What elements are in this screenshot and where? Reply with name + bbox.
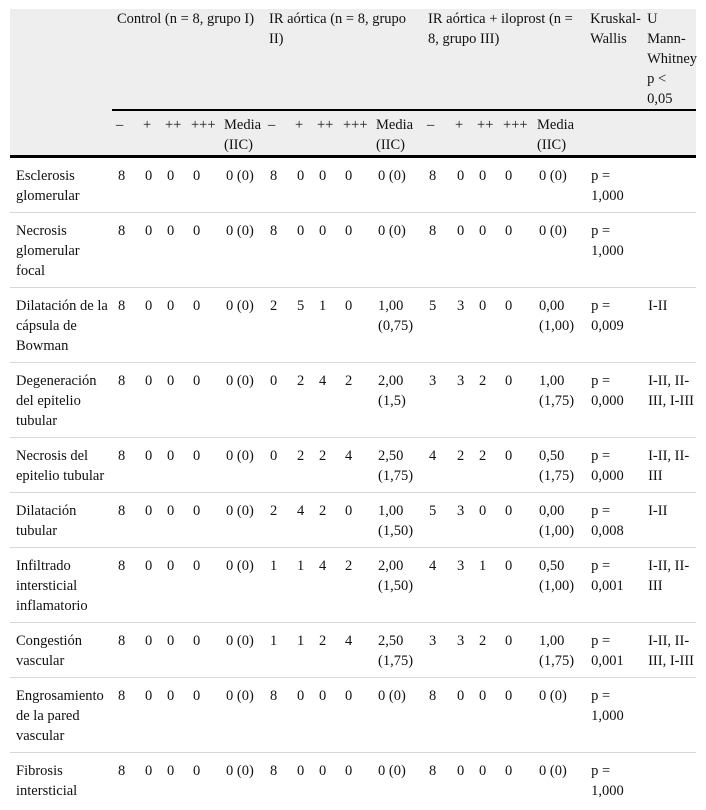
g2-cell-plus: 5 xyxy=(291,288,313,363)
g1-cell-plus3: 0 xyxy=(187,623,220,678)
g2-cell-plus3: 0 xyxy=(345,763,353,779)
g3-cell-minus: 3 xyxy=(423,363,451,438)
g2-cell-minus: 0 xyxy=(264,363,291,438)
g2-cell-minus: 8 xyxy=(264,678,291,753)
kruskal-wallis-cell: p = 0,000 xyxy=(585,438,642,493)
row-label: Necrosis glomerular focal xyxy=(10,213,112,288)
header-corner xyxy=(10,9,112,110)
g2-cell-plus3: 2 xyxy=(339,363,372,438)
g3-cell-plus: 0 xyxy=(451,213,473,288)
g2-cell-plus: 2 xyxy=(291,438,313,493)
g3-cell-plus2: 0 xyxy=(473,213,499,288)
subheader-mw-empty xyxy=(642,110,696,157)
row-label: Dilatación de la cápsula de Bowman xyxy=(10,288,112,363)
g3-cell-plus3: 0 xyxy=(505,763,513,779)
g2-cell-plus3: 0 xyxy=(339,493,372,548)
g1-cell-plus3: 0 xyxy=(187,213,220,288)
g1-cell-plus: 0 xyxy=(139,548,161,623)
mann-whitney-cell xyxy=(642,753,696,808)
g2-cell-plus3: 0 xyxy=(339,157,372,213)
g2-cell-media: 0 (0) xyxy=(372,213,423,288)
subheader-media: Media (IIC) xyxy=(220,110,264,157)
g2-cell-media: 2,00 (1,5) xyxy=(372,363,423,438)
table-row xyxy=(10,157,696,213)
g3-cell-plus2: 0 xyxy=(473,678,499,753)
g2-cell-plus: 1 xyxy=(291,623,313,678)
g2-cell-media: 0 (0) xyxy=(372,157,423,213)
g1-cell-plus3: 0 xyxy=(187,548,220,623)
g2-cell-minus: 8 xyxy=(264,157,291,213)
g3-cell-plus3: 0 xyxy=(499,438,533,493)
g2-cell-plus2: 1 xyxy=(313,288,339,363)
subheader-media: Media (IIC) xyxy=(372,110,423,157)
table-row xyxy=(10,623,696,678)
g1-cell-minus: 8 xyxy=(112,493,139,548)
g2-cell-plus2: 0 xyxy=(313,157,339,213)
g1-cell-minus: 8 xyxy=(112,213,139,288)
results-table-wrapper xyxy=(10,9,696,807)
g1-cell-plus2: 0 xyxy=(161,438,187,493)
g3-cell-minus: 8 xyxy=(423,678,451,753)
g1-cell-plus: 0 xyxy=(145,763,153,779)
g2-cell-minus: 2 xyxy=(264,288,291,363)
g1-cell-plus: 0 xyxy=(139,157,161,213)
g3-cell-minus: 3 xyxy=(423,623,451,678)
subheader-plus: + xyxy=(139,110,161,157)
g2-cell-plus2: 0 xyxy=(313,213,339,288)
g2-cell-plus: 0 xyxy=(291,213,313,288)
row-label: Dilatación tubular xyxy=(10,493,112,548)
header-group-control: Control (n = 8, grupo I) xyxy=(112,9,264,110)
row-label: Fibrosis intersticial xyxy=(16,763,78,799)
header-group-ir-iloprost: IR aórtica + iloprost (n = 8, grupo III) xyxy=(423,9,585,110)
g1-cell-plus3: 0 xyxy=(193,763,201,779)
header-mann-whitney: U Mann-Whitney p < 0,05 xyxy=(642,9,696,110)
g2-cell-minus: 1 xyxy=(264,548,291,623)
g2-cell-minus: 0 xyxy=(264,438,291,493)
mann-whitney-cell xyxy=(642,157,696,213)
g1-cell-plus3: 0 xyxy=(187,678,220,753)
g2-cell-plus2: 0 xyxy=(313,678,339,753)
header-row-groups xyxy=(10,9,696,110)
kruskal-wallis-cell: p = 1,000 xyxy=(585,678,642,753)
g3-cell-plus2: 0 xyxy=(473,157,499,213)
mann-whitney-cell: I-II xyxy=(642,493,696,548)
g1-cell-minus: 8 xyxy=(118,763,126,779)
g3-cell-plus3: 0 xyxy=(499,363,533,438)
g3-cell-plus2: 1 xyxy=(473,548,499,623)
g2-cell-minus: 8 xyxy=(270,763,278,779)
g3-cell-minus: 5 xyxy=(423,288,451,363)
g3-cell-plus3: 0 xyxy=(499,493,533,548)
g3-cell-plus2: 0 xyxy=(473,493,499,548)
g3-cell-minus: 8 xyxy=(429,763,437,779)
g1-cell-plus: 0 xyxy=(139,288,161,363)
g1-cell-media: 0 (0) xyxy=(226,763,254,779)
table-row xyxy=(10,548,696,623)
g3-cell-plus: 0 xyxy=(457,763,465,779)
g1-cell-plus2: 0 xyxy=(161,288,187,363)
g3-cell-media: 0,00 (1,00) xyxy=(533,493,585,548)
g3-cell-plus3: 0 xyxy=(499,157,533,213)
g3-cell-plus3: 0 xyxy=(499,213,533,288)
table-row xyxy=(10,438,696,493)
g1-cell-media: 0 (0) xyxy=(220,623,264,678)
g1-cell-minus: 8 xyxy=(112,288,139,363)
g1-cell-plus3: 0 xyxy=(187,363,220,438)
g3-cell-media: 1,00 (1,75) xyxy=(533,623,585,678)
subheader-plus: + xyxy=(291,110,313,157)
g2-cell-plus3: 0 xyxy=(339,678,372,753)
kruskal-wallis-cell: p = 0,001 xyxy=(585,623,642,678)
g3-cell-media: 0 (0) xyxy=(533,157,585,213)
g2-cell-media: 0 (0) xyxy=(378,763,406,779)
mann-whitney-cell: I-II, II-III, I-III xyxy=(642,623,696,678)
g3-cell-plus3: 0 xyxy=(499,678,533,753)
table-row xyxy=(10,678,696,753)
g1-cell-plus3: 0 xyxy=(187,438,220,493)
g3-cell-plus: 3 xyxy=(451,623,473,678)
g1-cell-media: 0 (0) xyxy=(220,678,264,753)
g3-cell-media: 0,50 (1,00) xyxy=(533,548,585,623)
header-row-scores xyxy=(10,110,696,157)
row-label: Infiltrado intersticial inflamatorio xyxy=(10,548,112,623)
g1-cell-plus2: 0 xyxy=(167,763,175,779)
subheader-plus3: +++ xyxy=(339,110,372,157)
mann-whitney-cell: I-II, II-III, I-III xyxy=(642,363,696,438)
row-label: Necrosis del epitelio tubular xyxy=(10,438,112,493)
g2-cell-plus: 1 xyxy=(291,548,313,623)
g1-cell-plus: 0 xyxy=(139,438,161,493)
g3-cell-plus2: 0 xyxy=(473,288,499,363)
mann-whitney-cell xyxy=(642,213,696,288)
g2-cell-plus2: 2 xyxy=(313,623,339,678)
table-row xyxy=(10,753,696,808)
subheader-plus3: +++ xyxy=(499,110,533,157)
g1-cell-media: 0 (0) xyxy=(220,288,264,363)
row-label: Congestión vascular xyxy=(10,623,112,678)
g1-cell-minus: 8 xyxy=(112,363,139,438)
g2-cell-plus2: 0 xyxy=(319,763,327,779)
g1-cell-plus2: 0 xyxy=(161,363,187,438)
g2-cell-plus: 0 xyxy=(291,157,313,213)
g2-cell-plus: 0 xyxy=(297,763,305,779)
g1-cell-plus3: 0 xyxy=(187,157,220,213)
g1-cell-plus3: 0 xyxy=(187,493,220,548)
kruskal-wallis-cell: p = 0,009 xyxy=(585,288,642,363)
g1-cell-plus2: 0 xyxy=(161,548,187,623)
subheader-kw-empty xyxy=(585,110,642,157)
g3-cell-plus3: 0 xyxy=(499,623,533,678)
g2-cell-media: 1,00 (1,50) xyxy=(372,493,423,548)
g2-cell-media: 1,00 (0,75) xyxy=(372,288,423,363)
g3-cell-media: 0 (0) xyxy=(533,213,585,288)
g1-cell-minus: 8 xyxy=(112,548,139,623)
kruskal-wallis-cell: p = 1,000 xyxy=(585,213,642,288)
header-kruskal-wallis: Kruskal-Wallis xyxy=(585,9,642,110)
table-row xyxy=(10,493,696,548)
g1-cell-plus2: 0 xyxy=(161,623,187,678)
g1-cell-plus: 0 xyxy=(139,678,161,753)
g1-cell-plus: 0 xyxy=(139,623,161,678)
subheader-plus2: ++ xyxy=(161,110,187,157)
g1-cell-media: 0 (0) xyxy=(220,548,264,623)
subheader-minus: – xyxy=(423,110,451,157)
subheader-corner xyxy=(10,110,112,157)
g2-cell-media: 2,00 (1,50) xyxy=(372,548,423,623)
g2-cell-plus3: 2 xyxy=(339,548,372,623)
g2-cell-plus3: 4 xyxy=(339,438,372,493)
g3-cell-minus: 4 xyxy=(423,548,451,623)
g2-cell-plus2: 4 xyxy=(313,363,339,438)
kruskal-wallis-cell: p = 1,000 xyxy=(585,157,642,213)
g1-cell-minus: 8 xyxy=(112,157,139,213)
g1-cell-plus3: 0 xyxy=(187,288,220,363)
subheader-minus: – xyxy=(264,110,291,157)
table-row xyxy=(10,288,696,363)
mann-whitney-cell: I-II, II-III xyxy=(642,548,696,623)
g1-cell-media: 0 (0) xyxy=(220,438,264,493)
g1-cell-plus: 0 xyxy=(139,213,161,288)
g2-cell-plus2: 2 xyxy=(313,493,339,548)
kruskal-wallis-cell: p = 1,000 xyxy=(591,763,624,799)
row-label: Esclerosis glomerular xyxy=(10,157,112,213)
g3-cell-plus: 0 xyxy=(451,678,473,753)
g1-cell-media: 0 (0) xyxy=(220,157,264,213)
g2-cell-plus: 0 xyxy=(291,678,313,753)
g1-cell-media: 0 (0) xyxy=(220,363,264,438)
g3-cell-plus3: 0 xyxy=(499,288,533,363)
subheader-plus3: +++ xyxy=(187,110,220,157)
g3-cell-plus2: 2 xyxy=(473,363,499,438)
table-row xyxy=(10,363,696,438)
g2-cell-plus2: 2 xyxy=(313,438,339,493)
mann-whitney-cell xyxy=(642,678,696,753)
g2-cell-media: 2,50 (1,75) xyxy=(372,623,423,678)
g1-cell-media: 0 (0) xyxy=(220,493,264,548)
g3-cell-plus: 0 xyxy=(451,157,473,213)
g3-cell-media: 0,00 (1,00) xyxy=(533,288,585,363)
g3-cell-minus: 8 xyxy=(423,213,451,288)
g1-cell-plus2: 0 xyxy=(161,157,187,213)
subheader-plus2: ++ xyxy=(473,110,499,157)
g3-cell-minus: 5 xyxy=(423,493,451,548)
subheader-minus: – xyxy=(112,110,139,157)
g2-cell-media: 0 (0) xyxy=(372,678,423,753)
g1-cell-plus: 0 xyxy=(139,493,161,548)
g3-cell-minus: 4 xyxy=(423,438,451,493)
g3-cell-plus: 3 xyxy=(451,493,473,548)
g2-cell-plus2: 4 xyxy=(313,548,339,623)
g1-cell-minus: 8 xyxy=(112,623,139,678)
subheader-plus2: ++ xyxy=(313,110,339,157)
g2-cell-media: 2,50 (1,75) xyxy=(372,438,423,493)
subheader-plus: + xyxy=(451,110,473,157)
g1-cell-plus2: 0 xyxy=(161,493,187,548)
subheader-media: Media (IIC) xyxy=(533,110,585,157)
g1-cell-plus2: 0 xyxy=(161,678,187,753)
header-group-ir: IR aórtica (n = 8, grupo II) xyxy=(264,9,423,110)
kruskal-wallis-cell: p = 0,001 xyxy=(585,548,642,623)
g3-cell-plus3: 0 xyxy=(499,548,533,623)
g3-cell-media: 0,50 (1,75) xyxy=(533,438,585,493)
g1-cell-plus: 0 xyxy=(139,363,161,438)
g3-cell-plus2: 0 xyxy=(479,763,487,779)
g3-cell-plus: 3 xyxy=(451,288,473,363)
g3-cell-plus: 3 xyxy=(451,548,473,623)
g2-cell-plus: 4 xyxy=(291,493,313,548)
kruskal-wallis-cell: p = 0,008 xyxy=(585,493,642,548)
g1-cell-plus2: 0 xyxy=(161,213,187,288)
g3-cell-plus: 2 xyxy=(451,438,473,493)
table-body xyxy=(10,157,696,808)
kruskal-wallis-cell: p = 0,000 xyxy=(585,363,642,438)
g3-cell-plus2: 2 xyxy=(473,623,499,678)
histology-results-table xyxy=(10,9,696,807)
table-row xyxy=(10,213,696,288)
g3-cell-plus: 3 xyxy=(451,363,473,438)
g2-cell-plus: 2 xyxy=(291,363,313,438)
g2-cell-minus: 2 xyxy=(264,493,291,548)
g2-cell-plus3: 0 xyxy=(339,213,372,288)
g2-cell-minus: 1 xyxy=(264,623,291,678)
g1-cell-minus: 8 xyxy=(112,438,139,493)
g3-cell-media: 0 (0) xyxy=(533,678,585,753)
row-label: Engrosamiento de la pared vascular xyxy=(10,678,112,753)
g2-cell-minus: 8 xyxy=(264,213,291,288)
g1-cell-minus: 8 xyxy=(112,678,139,753)
g3-cell-minus: 8 xyxy=(423,157,451,213)
mann-whitney-cell: I-II xyxy=(642,288,696,363)
row-label: Degeneración del epitelio tubular xyxy=(10,363,112,438)
g1-cell-media: 0 (0) xyxy=(220,213,264,288)
g3-cell-media: 0 (0) xyxy=(539,763,567,779)
g2-cell-plus3: 0 xyxy=(339,288,372,363)
g3-cell-media: 1,00 (1,75) xyxy=(533,363,585,438)
g2-cell-plus3: 4 xyxy=(339,623,372,678)
mann-whitney-cell: I-II, II-III xyxy=(642,438,696,493)
g3-cell-plus2: 2 xyxy=(473,438,499,493)
